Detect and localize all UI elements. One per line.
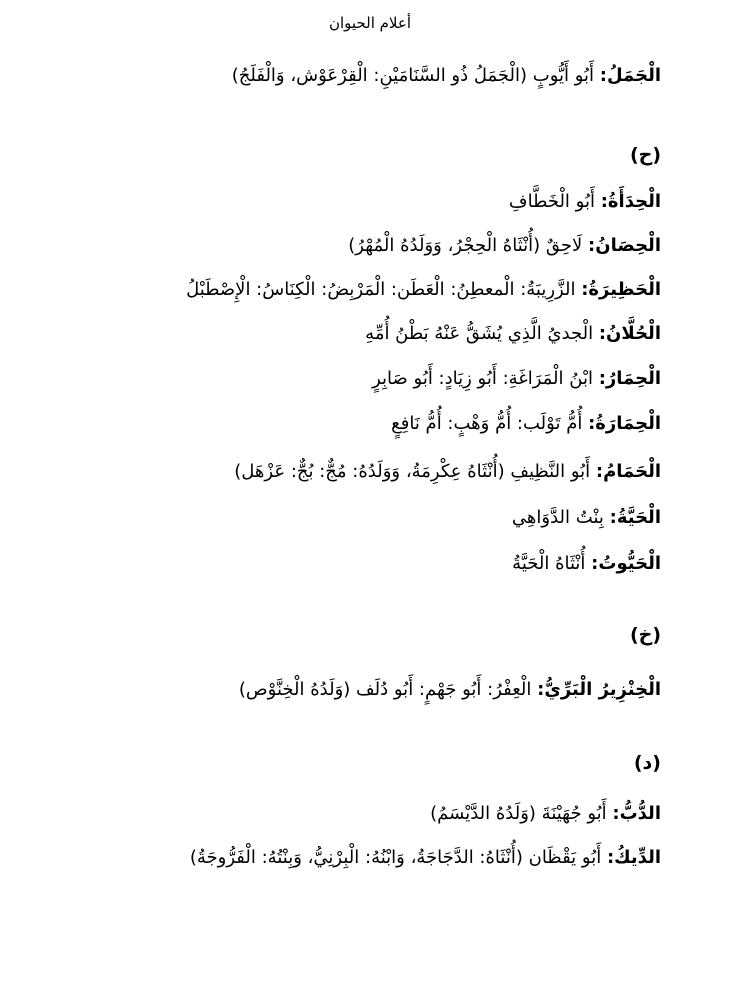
entry-term: الْحَيُّوتُ: bbox=[591, 553, 661, 574]
entry-term: الْحَيَّةُ: bbox=[609, 507, 661, 528]
entry-term: الْحَظِيرَةُ: bbox=[581, 279, 661, 300]
entry-kite bbox=[41, 188, 661, 216]
entry-definition: أَبُو الْخَطَّافِ bbox=[508, 191, 595, 212]
entry-pen bbox=[41, 276, 661, 304]
entry-definition: بِنْتُ الدَّوَاهِي bbox=[511, 507, 604, 528]
entry-definition: لَاحِقٌ (أُنْثَاهُ الْحِجْرُ، وَوَلَدُهُ الْمُهْرُ) bbox=[348, 235, 583, 256]
section-letter-dal: (د) bbox=[633, 752, 661, 774]
entry-wild-boar bbox=[41, 676, 661, 704]
entry-term: الْحِصَانُ: bbox=[588, 235, 661, 256]
entry-camel bbox=[41, 62, 661, 90]
entry-definition: الْجديُ الَّذِي يُشَقُّ عَنْهُ بَطْنُ أُمِّهِ bbox=[365, 323, 594, 344]
entry-definition: الزَّرِيبَةُ: الْمعطِنُ: الْعَطَن: الْمَرْبِضُ: الْكِنَاسُ: الْإِصْطَبْلُ bbox=[186, 279, 576, 300]
entry-definition: ابْنُ الْمَرَاغَةِ: أَبُو زِيَادٍ: أَبُو صَابِرٍ bbox=[372, 368, 593, 389]
running-head: أعلام الحيوان bbox=[328, 14, 411, 32]
entry-term: الْحِدَأَةُ: bbox=[600, 191, 661, 212]
entry-bear bbox=[41, 800, 661, 828]
entry-rooster bbox=[41, 844, 661, 872]
section-letter-ha: (ح) bbox=[629, 144, 661, 166]
entry-horse bbox=[41, 232, 661, 260]
entry-definition: أُمُّ تَوْلَب: أُمُّ وَهْبٍ: أُمُّ نَافِعٍ bbox=[391, 413, 583, 434]
entry-term: الدُّبُّ: bbox=[612, 803, 661, 824]
entry-definition: أَبُو يَقْظَان (أُنْثَاهُ: الدَّجَاجَةُ، وَابْنُهُ: الْبِرْنِيُّ، وَبِنْتُهُ: الْفَرُّوجَةُ) bbox=[189, 847, 602, 868]
entry-term: الْحِمَارَةُ: bbox=[588, 413, 661, 434]
entry-term: الْحَمَامُ: bbox=[595, 461, 661, 482]
entry-pigeon bbox=[41, 458, 661, 486]
entry-snake bbox=[41, 504, 661, 532]
section-letter-kha: (خ) bbox=[629, 624, 661, 646]
entry-term: الدِّيكُ: bbox=[606, 847, 661, 868]
entry-definition: أَبُو النَّظِيفِ (أُنْثَاهُ عِكْرِمَةُ، وَوَلَدُهُ: مُجٌّ: بُجٌّ: عَزْهَل) bbox=[234, 461, 591, 482]
entry-term: الْخِنْزِيرُ الْبَرِّيُّ: bbox=[537, 679, 661, 700]
entry-definition: أَبُو أَيُّوبٍ (الْجَمَلُ ذُو السَّنَامَيْنِ: الْقِرْعَوْش، وَالْفَلَجُ) bbox=[231, 65, 595, 86]
entry-definition: أَبُو جُهَيْنَةَ (وَلَدُهُ الدَّيْسَمُ) bbox=[430, 803, 607, 824]
entry-definition: الْعِفْرُ: أَبُو جَهْمٍ: أَبُو دُلَف (وَلَدُهُ الْخِنَّوْص) bbox=[238, 679, 532, 700]
entry-male-snake bbox=[41, 550, 661, 578]
entry-donkey bbox=[41, 365, 661, 393]
entry-term: الْحُلَّانُ: bbox=[598, 323, 661, 344]
entry-term: الْجَمَلُ: bbox=[599, 65, 661, 86]
entry-definition: أُنْثَاهُ الْحَيَّةُ bbox=[512, 553, 586, 574]
entry-she-donkey bbox=[41, 410, 661, 438]
entry-term: الْحِمَارُ: bbox=[598, 368, 661, 389]
entry-kid bbox=[41, 320, 661, 348]
